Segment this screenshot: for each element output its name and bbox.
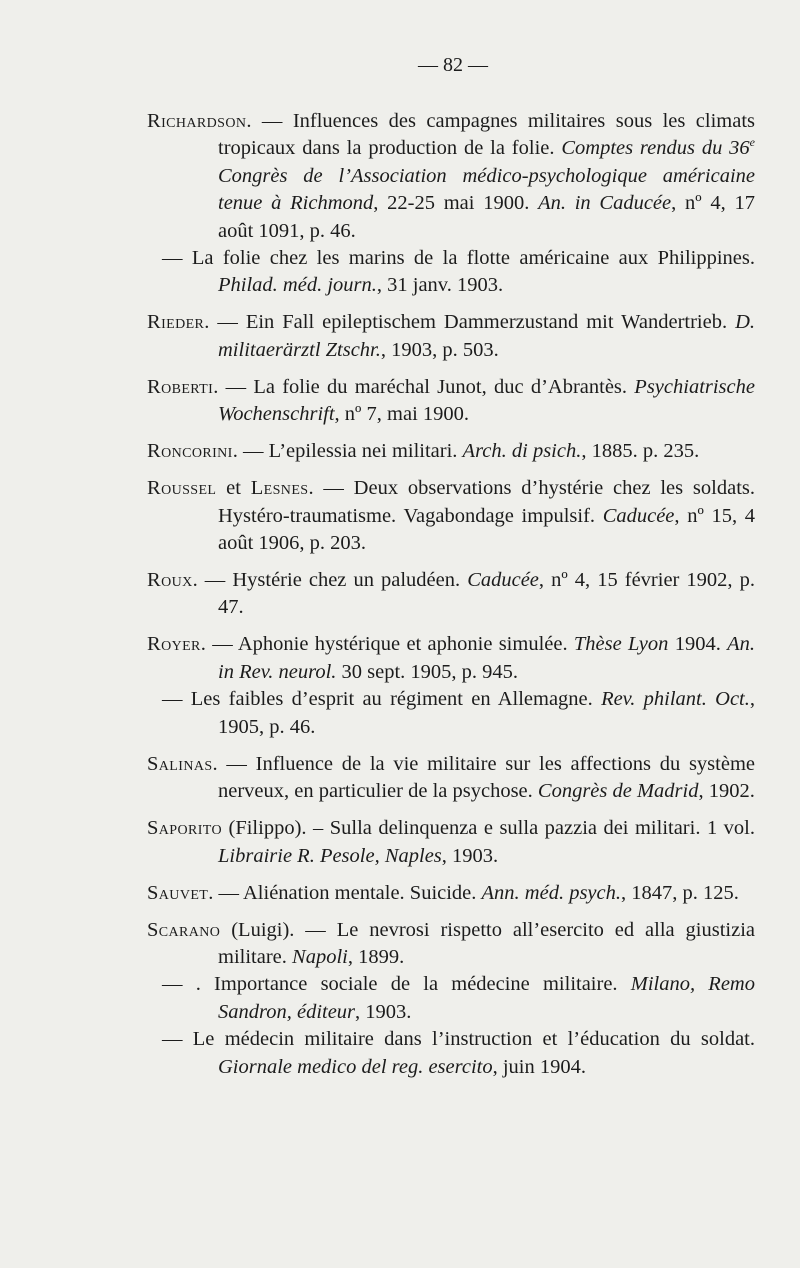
- entry-text: — . Importance sociale de la médecine militaire. Milano, Remo Sandron, éditeur, 1903.: [162, 973, 755, 1023]
- bibliography-list: [147, 108, 755, 1091]
- bibliography-entry-royer: [147, 631, 755, 741]
- bibliography-entry-roberti: [147, 374, 755, 429]
- bibliography-entry-roussel-lesnes: [147, 475, 755, 557]
- entry-text: Richardson. — Influences des campagnes militaires sous les climats tropicaux dans la production de la folie. Comptes rendus du 36e Congrès de l’Association médico-psychologique américaine tenue à Richmond, 22-25 mai 1900. An. in Caducée, nº 4, 17 août 1091, p. 46.: [147, 110, 755, 242]
- bibliography-entry-sauvet: [147, 880, 755, 907]
- entry-text: Roux. — Hystérie chez un paludéen. Caducée, nº 4, 15 février 1902, p. 47.: [147, 569, 755, 619]
- page-number: — 82 —: [418, 54, 488, 76]
- entry-text: — La folie chez les marins de la flotte américaine aux Philippines. Philad. méd. journ., 31 janv. 1903.: [162, 247, 755, 297]
- bibliography-entry-salinas: [147, 751, 755, 806]
- bibliography-entry-rieder: [147, 309, 755, 364]
- entry-text: Scarano (Luigi). — Le nevrosi rispetto all’esercito ed alla giustizia militare. Napoli, 1899.: [147, 918, 755, 968]
- bibliography-entry-roncorini: [147, 438, 755, 465]
- entry-text: Sauvet. — Aliénation mentale. Suicide. Ann. méd. psych., 1847, p. 125.: [147, 881, 739, 904]
- bibliography-entry-roux: [147, 567, 755, 622]
- entry-text: Roberti. — La folie du maréchal Junot, duc d’Abrantès. Psychiatrische Wochenschrift, nº 7, mai 1900.: [147, 375, 755, 426]
- bibliography-entry-scarano: [147, 917, 755, 1081]
- entry-text: Roncorini. — L’epilessia nei militari. Arch. di psich., 1885. p. 235.: [147, 440, 700, 463]
- bibliography-entry-saporito: [147, 815, 755, 870]
- entry-text: — Les faibles d’esprit au régiment en Allemagne. Rev. philant. Oct., 1905, p. 46.: [162, 688, 755, 738]
- bibliography-entry-richardson: [147, 108, 755, 300]
- entry-text: Saporito (Filippo). – Sulla delinquenza e sulla pazzia dei militari. 1 vol. Librairie R. Pesole, Naples, 1903.: [147, 817, 755, 867]
- entry-text: Rieder. — Ein Fall epileptischem Dammerzustand mit Wandertrieb. D. militaerärztl Ztschr., 1903, p. 503.: [147, 311, 755, 361]
- entry-text: Roussel et Lesnes. — Deux observations d’hystérie chez les soldats. Hystéro-traumatisme. Vagabondage impulsif. Caducée, nº 15, 4 août 1906, p. 203.: [147, 477, 756, 555]
- entry-text: Royer. — Aphonie hystérique et aphonie simulée. Thèse Lyon 1904. An. in Rev. neurol. 30 sept. 1905, p. 945.: [147, 633, 756, 683]
- entry-text: — Le médecin militaire dans l’instruction et l’éducation du soldat. Giornale medico del reg. esercito, juin 1904.: [162, 1028, 755, 1078]
- entry-text: Salinas. — Influence de la vie militaire sur les affections du système nerveux, en particulier de la psychose. Congrès de Madrid, 1902.: [147, 752, 755, 803]
